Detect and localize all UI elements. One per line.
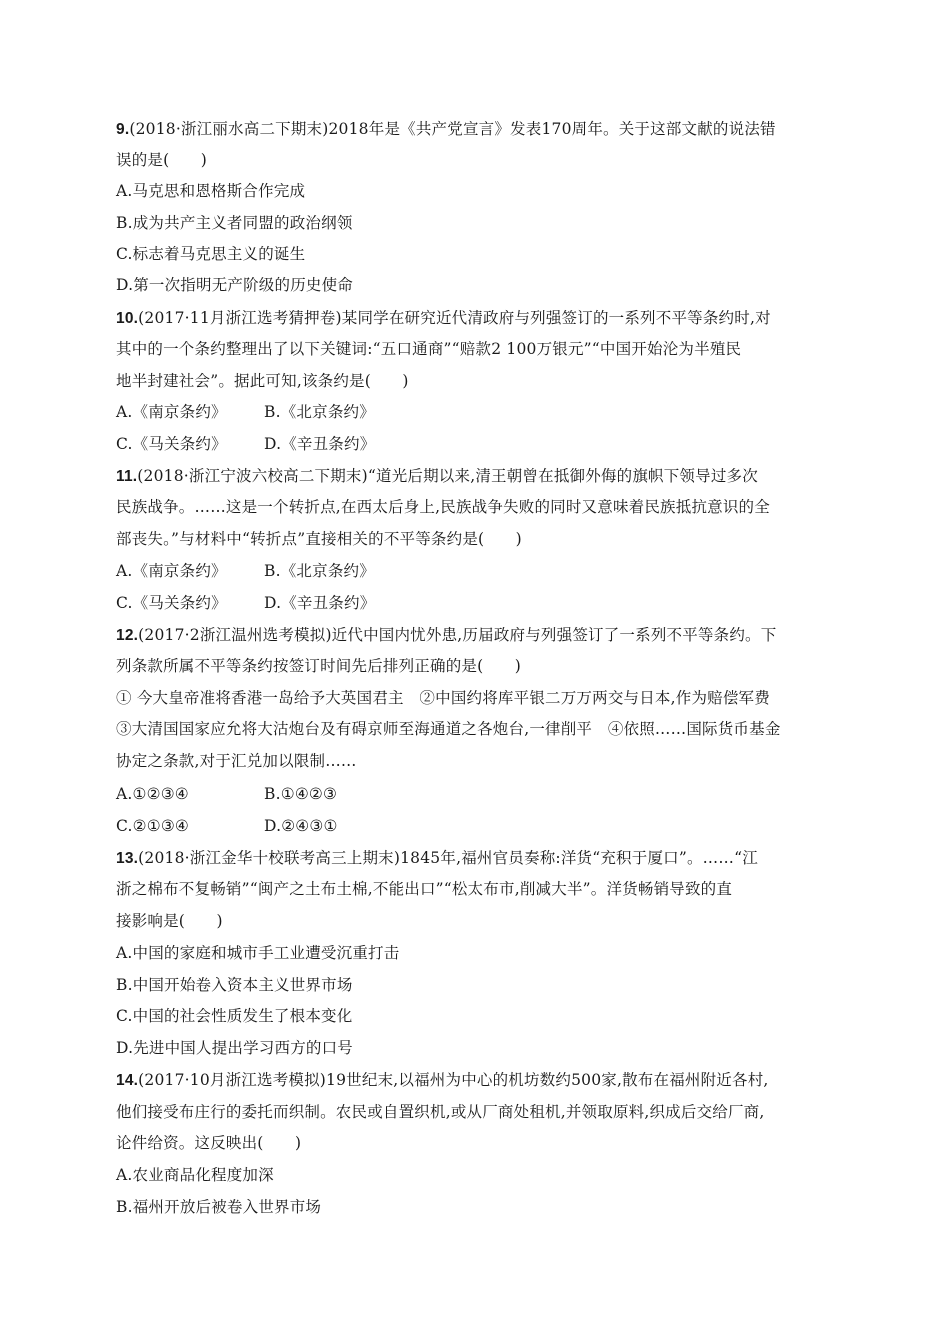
question-11-line-2: 民族战争。……这是一个转折点,在西太后身上,民族战争失败的同时又意味着民族抵抗意识的全 (116, 498, 770, 516)
question-10-option-c: C.《马关条约》 (116, 435, 227, 453)
question-13-line-2: 浙之棉布不复畅销”“闽产之土布土棉,不能出口”“松太布市,削减大半”。洋货畅销导致的直 (116, 880, 733, 898)
question-text: (2017·11月浙江选考猜押卷)某同学在研究近代清政府与列强签订的一系列不平等条约时,对 (138, 309, 771, 327)
question-9-option-d: D.第一次指明无产阶级的历史使命 (116, 276, 354, 294)
question-text: (2017·10月浙江选考模拟)19世纪末,以福州为中心的机坊数约500家,散布在福州附近各村, (138, 1071, 769, 1089)
question-9-option-a: A.马克思和恩格斯合作完成 (116, 182, 306, 200)
question-11-option-d: D.《辛丑条约》 (264, 594, 376, 612)
question-10-options-cd (116, 434, 836, 454)
question-text: (2018·浙江金华十校联考高三上期末)1845年,福州官员奏称:洋货“充积于厦口”。……“江 (138, 849, 758, 867)
question-9-line-2: 误的是( ) (116, 151, 207, 169)
question-9-line-1 (116, 119, 836, 140)
question-13-option-b: B.中国开始卷入资本主义世界市场 (116, 976, 353, 994)
question-number: 13. (116, 850, 139, 867)
question-14-line-1 (116, 1070, 836, 1091)
question-12-options-cd (116, 816, 836, 836)
question-number: 9. (116, 121, 130, 138)
question-number: 11. (116, 468, 138, 485)
question-12-line-3: ① 今大皇帝准将香港一岛给予大英国君主 ②中国约将库平银二万万两交与日本,作为赔偿军费 (116, 689, 770, 707)
question-10-line-2: 其中的一个条约整理出了以下关键词:“五口通商”“赔款2 100万银元”“中国开始沦为半殖民 (116, 340, 742, 358)
question-10-line-1 (116, 308, 836, 329)
question-12-line-2: 列条款所属不平等条约按签订时间先后排列正确的是( ) (116, 657, 521, 675)
question-12-option-d: D.②④③① (264, 817, 338, 835)
question-number: 10. (116, 310, 139, 327)
question-10-option-b: B.《北京条约》 (264, 403, 375, 421)
question-12-line-1 (116, 625, 836, 646)
question-13-line-1 (116, 848, 836, 869)
question-12-options-ab (116, 784, 836, 804)
question-number: 14. (116, 1072, 139, 1089)
question-10-option-a: A.《南京条约》 (116, 403, 227, 421)
question-14-line-3: 论件给资。这反映出( ) (116, 1134, 302, 1152)
question-11-option-c: C.《马关条约》 (116, 594, 227, 612)
question-12-option-a: A.①②③④ (116, 785, 189, 803)
question-14-option-a: A.农业商品化程度加深 (116, 1166, 274, 1184)
question-14-option-b: B.福州开放后被卷入世界市场 (116, 1198, 322, 1216)
question-9-option-b: B.成为共产主义者同盟的政治纲领 (116, 214, 353, 232)
question-12-option-c: C.②①③④ (116, 817, 190, 835)
question-12-option-b: B.①④②③ (264, 785, 338, 803)
question-11-option-a: A.《南京条约》 (116, 562, 227, 580)
question-13-option-d: D.先进中国人提出学习西方的口号 (116, 1039, 354, 1057)
question-13-option-a: A.中国的家庭和城市手工业遭受沉重打击 (116, 944, 400, 962)
question-10-option-d: D.《辛丑条约》 (264, 435, 376, 453)
question-text: (2018·浙江宁波六校高二下期末)“道光后期以来,清王朝曾在抵御外侮的旗帜下领导过多次 (137, 467, 758, 485)
question-12-line-5: 协定之条款,对于汇兑加以限制…… (116, 752, 357, 770)
question-text: (2017·2浙江温州选考模拟)近代中国内忧外患,历届政府与列强签订了一系列不平等条约。下 (138, 626, 777, 644)
question-10-line-3: 地半封建社会”。据此可知,该条约是( ) (116, 372, 409, 390)
question-9-option-c: C.标志着马克思主义的诞生 (116, 245, 306, 263)
question-13-line-3: 接影响是( ) (116, 912, 223, 930)
question-11-option-b: B.《北京条约》 (264, 562, 375, 580)
question-11-line-1 (116, 466, 836, 487)
question-11-line-3: 部丧失。”与材料中“转折点”直接相关的不平等条约是( ) (116, 530, 522, 548)
question-11-options-cd (116, 593, 836, 613)
question-14-line-2: 他们接受布庄行的委托而织制。农民或自置织机,或从厂商处租机,并领取原料,织成后交给厂商, (116, 1103, 765, 1121)
question-12-line-4: ③大清国国家应允将大沽炮台及有碍京师至海通道之各炮台,一律削平 ④依照……国际货币基金 (116, 720, 781, 738)
question-13-option-c: C.中国的社会性质发生了根本变化 (116, 1007, 353, 1025)
question-text: (2018·浙江丽水高二下期末)2018年是《共产党宣言》发表170周年。关于这部文献的说法错 (129, 120, 776, 138)
question-11-options-ab (116, 561, 836, 581)
question-10-options-ab (116, 402, 836, 422)
question-number: 12. (116, 627, 139, 644)
